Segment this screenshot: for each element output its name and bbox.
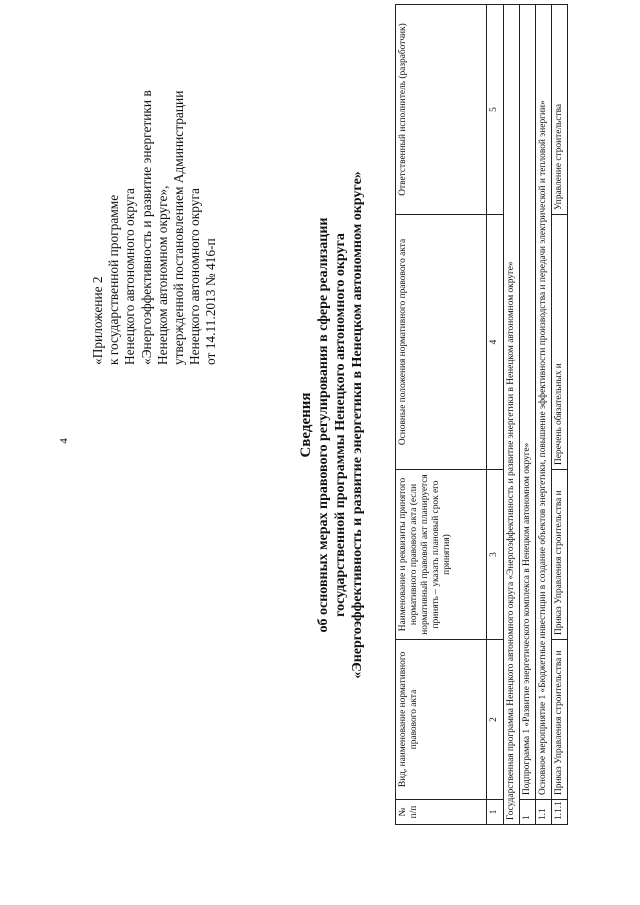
act-provisions-cell: Перечень обязательных и — [552, 215, 568, 470]
column-number: 3 — [487, 470, 504, 640]
appendix-line: утвержденной постановлением Администрации — [171, 90, 187, 365]
column-header: № п/п — [396, 800, 487, 825]
main-measure-title: Основное мероприятие 1 «Бюджетные инвестиции в создание объектов энергетики, повышение эффективности производства и передачи электрической и тепловой энергии» — [536, 5, 552, 800]
table-row — [552, 5, 568, 825]
title-line: государственной программы Ненецкого автономного округа — [333, 233, 348, 617]
row-number: 1.1 — [536, 800, 552, 825]
title-main: Сведения — [298, 392, 314, 458]
act-type-cell: Приказ Управления строительства и — [552, 640, 568, 800]
title-line: об основных мерах правового регулирования в сфере реализации — [316, 217, 331, 633]
row-number: 1.1.1 — [552, 800, 568, 825]
column-number: 1 — [487, 800, 504, 825]
main-measure-row — [536, 5, 552, 825]
document-title — [298, 65, 366, 785]
program-row — [504, 5, 520, 825]
appendix-line: от 14.11.2013 № 416-п — [203, 238, 219, 365]
subprogram-title: Подпрограмма 1 «Развитие энергетического комплекса в Ненецком автономном округе» — [520, 5, 536, 800]
column-header: Ответственный исполнитель (разработчик) — [396, 5, 487, 215]
appendix-note — [90, 35, 220, 365]
appendix-line: к государственной программе — [106, 194, 122, 365]
act-details-cell: Приказ Управления строительства и — [552, 470, 568, 640]
row-number: 1 — [520, 800, 536, 825]
column-number-row — [487, 5, 504, 825]
appendix-line: «Энергоэффективность и развитие энергетики в — [138, 90, 154, 365]
responsible-executor-cell: Управление строительства — [552, 5, 568, 215]
column-header: Основные положения нормативного правового акта — [396, 215, 487, 470]
column-number: 2 — [487, 640, 504, 800]
column-header: Вид, наименование нормативного правового акта — [396, 640, 487, 800]
appendix-line: Ненецкого автономного округа — [122, 188, 138, 365]
column-number: 5 — [487, 5, 504, 215]
appendix-line: Ненецкого автономного округа — [187, 188, 203, 365]
title-line: «Энергоэффективность и развитие энергетики в Ненецком автономном округе» — [350, 171, 365, 679]
program-title: Государственная программа Ненецкого автономного округа «Энергоэффективность и развитие энергетики в Ненецком автономном округе» — [504, 5, 520, 825]
table-header-row — [396, 5, 487, 825]
column-header: Наименование и реквизиты принятого нормативного правового акта (если нормативный правовой акт планируется принять – указать плановый срок его принятия) — [396, 470, 487, 640]
column-number: 4 — [487, 215, 504, 470]
appendix-line: Ненецком автономном округе», — [154, 185, 170, 365]
measures-table — [395, 4, 568, 825]
subprogram-row — [520, 5, 536, 825]
appendix-line: «Приложение 2 — [90, 276, 105, 365]
page-number: 4 — [58, 438, 70, 444]
